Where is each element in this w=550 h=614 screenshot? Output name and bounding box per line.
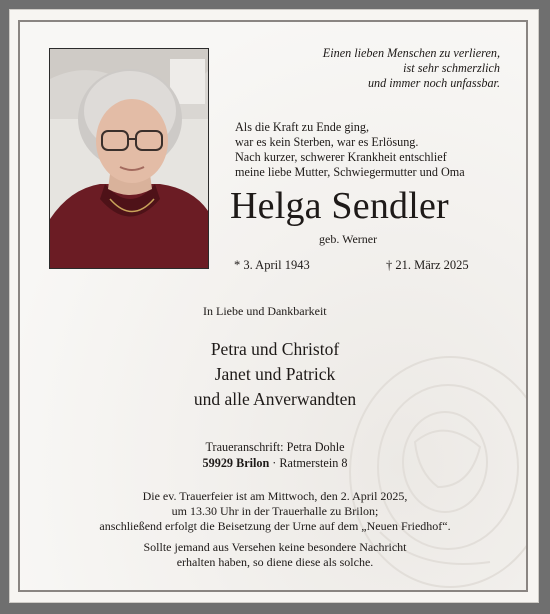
address-line [150,455,400,471]
maiden-name: geb. Werner [319,232,378,246]
portrait-illustration [50,49,209,269]
quote-line: und immer noch unfassbar. [367,76,500,90]
mourner-line: und alle Anverwandten [193,389,357,409]
poem-line: Nach kurzer, schwerer Krankheit entschlief [235,150,447,164]
poem-line: Als die Kraft zu Ende ging, [235,120,370,134]
address-separator: · [269,456,280,470]
birth-date: * 3. April 1943 [234,258,310,272]
address-postal: 59929 Brilon [202,456,270,470]
funeral-details [55,489,495,534]
mourners-list [150,337,400,412]
deceased-name: Helga Sendler [230,185,449,227]
mourner-line: Petra und Christof [210,339,340,359]
opening-quote [240,46,500,91]
mourner-line: Janet und Patrick [214,364,336,384]
quote-line: Einen lieben Menschen zu verlieren, [322,46,500,60]
death-date: † 21. März 2025 [386,258,469,272]
funeral-line: um 13.30 Uhr in der Trauerhalle zu Brilon; [171,504,379,518]
note-line: erhalten haben, so diene diese als solche. [176,555,374,569]
note-line: Sollte jemand aus Versehen keine besondere Nachricht [143,540,407,554]
portrait-photo [49,48,209,269]
poem-line: war es kein Sterben, war es Erlösung. [235,135,419,149]
dedication: In Liebe und Dankbarkeit [203,304,327,318]
address-street: Ratmerstein 8 [279,456,348,470]
poem-line: meine liebe Mutter, Schwiegermutter und Oma [235,165,465,179]
funeral-line: anschließend erfolgt die Beisetzung der Urne auf dem „Neuen Friedhof“. [99,519,451,533]
funeral-line: Die ev. Trauerfeier ist am Mittwoch, den 2. April 2025, [142,489,408,503]
address-label: Traueranschrift: Petra Dohle [205,440,345,454]
quote-line: ist sehr schmerzlich [403,61,500,75]
announcement-text [235,120,525,180]
mourning-address [150,439,400,471]
closing-note [55,540,495,570]
